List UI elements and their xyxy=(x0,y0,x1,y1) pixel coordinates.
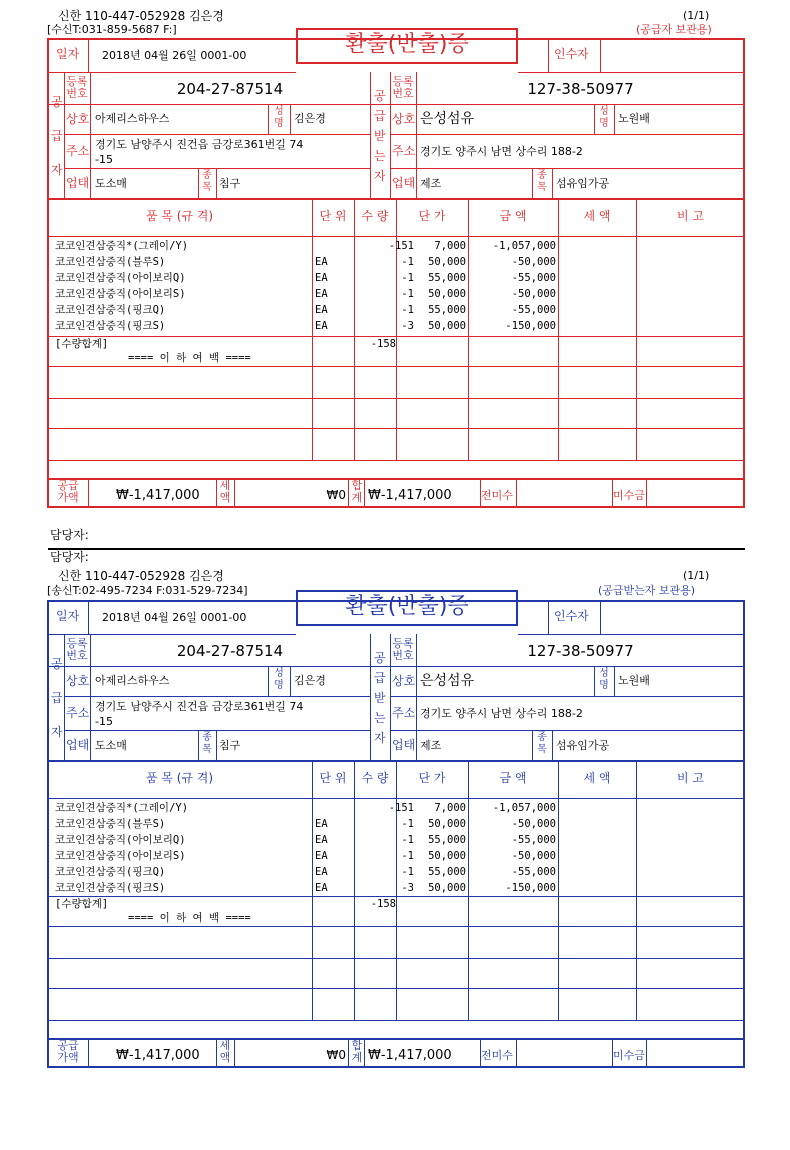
supplier-biz-type: 도소매 xyxy=(95,177,127,190)
buyer-address: 경기도 양주시 남면 상수리 188-2 xyxy=(420,707,583,720)
col-price: 단 가 xyxy=(418,209,446,223)
buyer-item-type: 섬유임가공 xyxy=(556,739,610,752)
table-row-price: 55,000 xyxy=(428,304,466,316)
buyer-item-type: 섬유임가공 xyxy=(556,177,610,190)
table-row-qty: -3 xyxy=(401,320,414,332)
supplier-name-label: 상호 xyxy=(66,674,90,688)
table-row-item: 코코인견삼중직(핑크Q) xyxy=(55,304,166,316)
buyer-side-label-3: 받 xyxy=(374,129,386,143)
table-row-price: 50,000 xyxy=(428,882,466,894)
bank-account-line: 신한 110-447-052928 김은경 xyxy=(58,569,224,583)
table-row-qty: -1 xyxy=(401,288,414,300)
end-marker: ==== 이 하 여 백 ==== xyxy=(128,352,251,364)
buyer-item-label: 종목 xyxy=(537,732,547,755)
col-price: 단 가 xyxy=(418,771,446,785)
col-amount: 금 액 xyxy=(499,771,527,785)
buyer-name: 은성섬유 xyxy=(420,111,475,127)
table-row-price: 50,000 xyxy=(428,818,466,830)
buyer-side-label-5: 자 xyxy=(374,169,386,183)
supplier-rep: 김은경 xyxy=(294,674,326,687)
col-qty: 수 량 xyxy=(361,209,389,223)
prev-unpaid-label: 전미수 xyxy=(481,1049,513,1062)
buyer-reg-label: 등록번호 xyxy=(392,75,414,100)
sum-value: ₩-1,417,000 xyxy=(368,1048,452,1063)
supplier-side-label-3: 자 xyxy=(51,163,63,177)
receiver-label: 인수자 xyxy=(554,47,589,61)
supplier-copy-document xyxy=(0,0,790,540)
buyer-reg-no: 127-38-50977 xyxy=(527,80,634,98)
buyer-side-label-2: 급 xyxy=(374,109,386,123)
table-row-qty: -1 xyxy=(401,834,414,846)
sum-label: 합계 xyxy=(351,479,363,504)
buyer-side-label-5: 자 xyxy=(374,731,386,745)
table-row-price: 50,000 xyxy=(428,256,466,268)
supplier-side-label-2: 급 xyxy=(51,691,63,705)
supply-amount-value: ₩-1,417,000 xyxy=(116,1048,200,1063)
supplier-address-line-1: 경기도 남양주시 진건읍 금강로361번길 74 xyxy=(95,138,304,151)
buyer-addr-label: 주소 xyxy=(392,144,416,158)
table-row-amount: -150,000 xyxy=(505,882,556,894)
table-row-item: 코코인견삼중직*(그레이/Y) xyxy=(55,802,189,814)
table-row-qty: -1 xyxy=(401,256,414,268)
supplier-address-line-1: 경기도 남양주시 진건읍 금강로361번길 74 xyxy=(95,700,304,713)
sum-label: 합계 xyxy=(351,1039,363,1064)
table-row-qty: -151 xyxy=(388,240,414,252)
table-row-unit: EA xyxy=(315,272,328,284)
supplier-addr-label: 주소 xyxy=(66,144,90,158)
supply-amount-label: 공급가액 xyxy=(57,479,79,504)
table-row-qty: -151 xyxy=(388,802,414,814)
supplier-side-label-1: 공 xyxy=(51,657,63,671)
supplier-address-line-2: -15 xyxy=(95,153,113,166)
col-unit: 단 위 xyxy=(319,771,347,785)
col-unit: 단 위 xyxy=(319,209,347,223)
col-amount: 금 액 xyxy=(499,209,527,223)
supplier-name-label: 상호 xyxy=(66,112,90,126)
date-value: 2018년 04월 26일 0001-00 xyxy=(102,49,247,62)
supplier-addr-label: 주소 xyxy=(66,706,90,720)
table-row-unit: EA xyxy=(315,866,328,878)
table-row-amount: -55,000 xyxy=(511,866,556,878)
col-item: 품 목 (규 격) xyxy=(145,771,214,785)
table-row-amount: -1,057,000 xyxy=(492,802,556,814)
contact-line: [수신T:031-859-5687 F:] xyxy=(47,23,177,36)
buyer-address: 경기도 양주시 남면 상수리 188-2 xyxy=(420,145,583,158)
tax-value: ₩0 xyxy=(326,488,346,502)
supplier-side-label-3: 자 xyxy=(51,725,63,739)
manager-label: 담당자: xyxy=(50,528,89,542)
buyer-side-label-4: 는 xyxy=(374,711,386,725)
table-row-price: 50,000 xyxy=(428,320,466,332)
col-item: 품 목 (규 격) xyxy=(145,209,214,223)
buyer-biz-label: 업태 xyxy=(392,176,416,190)
table-row-unit: EA xyxy=(315,834,328,846)
table-row-item: 코코인견삼중직(아이보리Q) xyxy=(55,272,186,284)
buyer-name-label: 상호 xyxy=(392,112,416,126)
document-title: 환출(반출)증 xyxy=(345,32,469,57)
table-row-unit: EA xyxy=(315,320,328,332)
buyer-rep-label: 성명 xyxy=(599,106,609,129)
table-row-amount: -55,000 xyxy=(511,272,556,284)
unpaid-label: 미수금 xyxy=(613,1049,645,1062)
end-marker: ==== 이 하 여 백 ==== xyxy=(128,912,251,924)
buyer-rep-label: 성명 xyxy=(599,668,609,691)
table-row-unit: EA xyxy=(315,818,328,830)
buyer-side-label-3: 받 xyxy=(374,691,386,705)
table-row-item: 코코인견삼중직(아이보리S) xyxy=(55,288,186,300)
supplier-item-label: 종목 xyxy=(202,732,212,755)
table-row-item: 코코인견삼중직(핑크S) xyxy=(55,882,166,894)
buyer-side-label-2: 급 xyxy=(374,671,386,685)
table-row-price: 50,000 xyxy=(428,850,466,862)
table-row-price: 7,000 xyxy=(434,240,466,252)
table-row-unit: EA xyxy=(315,304,328,316)
tax-label: 세액 xyxy=(219,1039,231,1064)
supplier-reg-no: 204-27-87514 xyxy=(176,642,284,660)
supplier-reg-no: 204-27-87514 xyxy=(176,80,284,98)
supplier-rep: 김은경 xyxy=(294,112,326,125)
col-tax: 세 액 xyxy=(583,209,611,223)
date-label: 일자 xyxy=(56,609,80,623)
table-row-amount: -55,000 xyxy=(511,304,556,316)
table-row-price: 50,000 xyxy=(428,288,466,300)
supplier-biz-type: 도소매 xyxy=(95,739,127,752)
supplier-side-label-1: 공 xyxy=(51,95,63,109)
supplier-biz-label: 업태 xyxy=(66,738,90,752)
table-row-amount: -1,057,000 xyxy=(492,240,556,252)
supply-amount-value: ₩-1,417,000 xyxy=(116,488,200,503)
table-row-unit: EA xyxy=(315,882,328,894)
tax-label: 세액 xyxy=(219,479,231,504)
table-row-qty: -1 xyxy=(401,850,414,862)
supplier-reg-label: 등록번호 xyxy=(66,75,88,100)
table-row-item: 코코인견삼중직(핑크Q) xyxy=(55,866,166,878)
buyer-rep: 노원배 xyxy=(618,674,650,687)
table-row-qty: -1 xyxy=(401,866,414,878)
buyer-biz-type: 제조 xyxy=(420,177,442,190)
table-row-qty: -1 xyxy=(401,818,414,830)
supplier-side-label-2: 급 xyxy=(51,129,63,143)
table-row-item: 코코인견삼중직(블루S) xyxy=(55,818,166,830)
table-row-item: 코코인견삼중직*(그레이/Y) xyxy=(55,240,189,252)
supplier-biz-label: 업태 xyxy=(66,176,90,190)
qty-total-label: [수량합계] xyxy=(55,338,109,350)
table-row-amount: -150,000 xyxy=(505,320,556,332)
table-row-amount: -50,000 xyxy=(511,818,556,830)
col-qty: 수 량 xyxy=(361,771,389,785)
supplier-rep-label: 성명 xyxy=(274,668,284,691)
buyer-copy-document xyxy=(0,550,790,1102)
copy-label: (공급받는자 보관용) xyxy=(598,584,696,597)
supplier-item-type: 침구 xyxy=(219,739,241,752)
table-row-unit: EA xyxy=(315,256,328,268)
date-value: 2018년 04월 26일 0001-00 xyxy=(102,611,247,624)
divider xyxy=(48,548,745,550)
qty-total-label: [수량합계] xyxy=(55,898,109,910)
buyer-biz-label: 업태 xyxy=(392,738,416,752)
page-number: (1/1) xyxy=(683,569,710,582)
table-row-unit: EA xyxy=(315,288,328,300)
supplier-item-label: 종목 xyxy=(202,170,212,193)
supplier-address-line-2: -15 xyxy=(95,715,113,728)
buyer-reg-label: 등록번호 xyxy=(392,637,414,662)
manager-label-top: 담당자: xyxy=(50,550,89,564)
buyer-biz-type: 제조 xyxy=(420,739,442,752)
buyer-name-label: 상호 xyxy=(392,674,416,688)
contact-line: [송신T:02-495-7234 F:031-529-7234] xyxy=(47,584,248,597)
col-note: 비 고 xyxy=(677,771,704,785)
prev-unpaid-label: 전미수 xyxy=(481,489,513,502)
receiver-label: 인수자 xyxy=(554,609,589,623)
table-row-item: 코코인견삼중직(아이보리Q) xyxy=(55,834,186,846)
buyer-rep: 노원배 xyxy=(618,112,650,125)
date-label: 일자 xyxy=(56,47,80,61)
buyer-addr-label: 주소 xyxy=(392,706,416,720)
unpaid-label: 미수금 xyxy=(613,489,645,502)
table-row-item: 코코인견삼중직(아이보리S) xyxy=(55,850,186,862)
tax-value: ₩0 xyxy=(326,1048,346,1062)
table-row-amount: -55,000 xyxy=(511,834,556,846)
col-note: 비 고 xyxy=(677,209,704,223)
copy-label: (공급자 보관용) xyxy=(636,23,712,36)
table-row-qty: -1 xyxy=(401,304,414,316)
table-row-item: 코코인견삼중직(블루S) xyxy=(55,256,166,268)
buyer-side-label-4: 는 xyxy=(374,149,386,163)
table-row-amount: -50,000 xyxy=(511,288,556,300)
table-row-item: 코코인견삼중직(핑크S) xyxy=(55,320,166,332)
supplier-name: 아제리스하우스 xyxy=(95,674,170,687)
page-number: (1/1) xyxy=(683,9,710,22)
table-row-price: 7,000 xyxy=(434,802,466,814)
qty-total-value: -158 xyxy=(370,338,396,350)
document-title: 환출(반출)증 xyxy=(345,594,469,619)
buyer-side-label-1: 공 xyxy=(374,89,386,103)
table-row-amount: -50,000 xyxy=(511,256,556,268)
supplier-name: 아제리스하우스 xyxy=(95,112,170,125)
col-tax: 세 액 xyxy=(583,771,611,785)
supplier-item-type: 침구 xyxy=(219,177,241,190)
buyer-item-label: 종목 xyxy=(537,170,547,193)
buyer-name: 은성섬유 xyxy=(420,673,475,689)
buyer-reg-no: 127-38-50977 xyxy=(527,642,634,660)
supply-amount-label: 공급가액 xyxy=(57,1039,79,1064)
supplier-rep-label: 성명 xyxy=(274,106,284,129)
table-row-qty: -3 xyxy=(401,882,414,894)
buyer-side-label-1: 공 xyxy=(374,651,386,665)
bank-account-line: 신한 110-447-052928 김은경 xyxy=(58,9,224,23)
table-row-price: 55,000 xyxy=(428,866,466,878)
table-row-unit: EA xyxy=(315,850,328,862)
table-row-qty: -1 xyxy=(401,272,414,284)
table-row-price: 55,000 xyxy=(428,272,466,284)
sum-value: ₩-1,417,000 xyxy=(368,488,452,503)
supplier-reg-label: 등록번호 xyxy=(66,637,88,662)
table-row-amount: -50,000 xyxy=(511,850,556,862)
table-row-price: 55,000 xyxy=(428,834,466,846)
qty-total-value: -158 xyxy=(370,898,396,910)
